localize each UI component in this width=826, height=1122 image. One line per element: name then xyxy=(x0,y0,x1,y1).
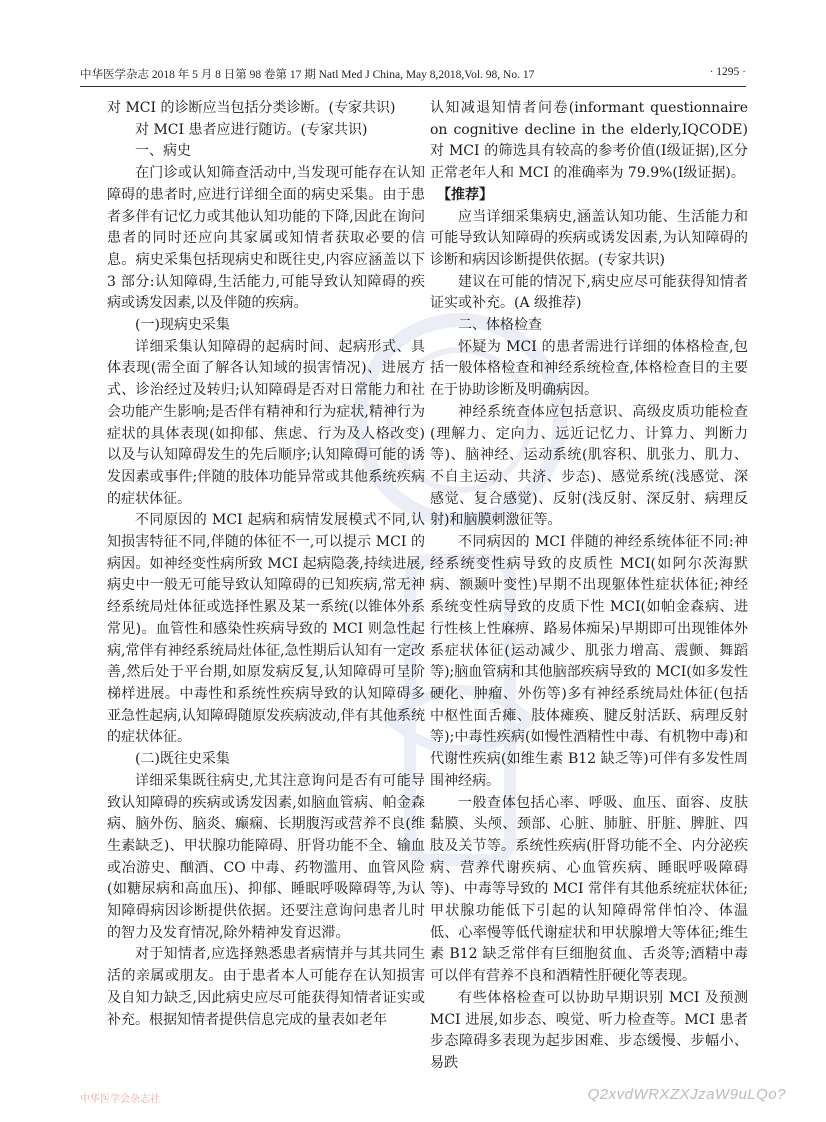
left-continued-paragraph: 对 MCI 的诊断应当包括分类诊断。(专家共识) xyxy=(107,100,396,116)
left-paragraph: 不同原因的 MCI 起病和病情发展模式不同,认知损害特征不同,伴随的体征不一,可以提示 MCI 的病因。如神经变性病所致 MCI 起病隐袭,持续进展,病史中一般无可能导致认知障碍的已知疾病,常无神经系统局灶体征或选择性累及某一系统(以锥体外系常见)。血管性和感染性疾病导致的 MCI 则急性起病,常伴有神经系统局灶体征,急性期后认知有一定改善,然后处于平台期,如原发病反复,认知障碍可呈阶梯样进展。中毒性和系统性疾病导致的认知障碍多亚急性起病,认知障碍随原发疾病波动,伴有其他系统的症状体征。 xyxy=(107,512,425,746)
header-rule xyxy=(80,86,746,87)
left-paragraph: 详细采集认知障碍的起病时间、起病形式、具体表现(需全面了解各认知域的损害情况)、进展方式、诊治经过及转归;认知障碍是否对日常能力和社会功能产生影响;是否伴有精神和行为症状,精神行为症状的具体表现(如抑郁、焦虑、行为及人格改变)以及与认知障碍发生的先后顺序;认知障碍可能的诱发因素或事件;伴随的肢体功能异常或其他系统疾病的症状体征。 xyxy=(107,338,425,507)
watermark-code: Q2xvdWRXZXJzaW9uLQo? xyxy=(587,1086,786,1103)
right-section-heading: 二、体格检查 xyxy=(458,317,542,334)
right-paragraph: 一般查体包括心率、呼吸、血压、面容、皮肤黏膜、头颅、颈部、心脏、肺脏、肝脏、脾脏、四肢及关节等。系统性疾病(肝肾功能不全、内分泌疾病、营养代谢疾病、心血管疾病、睡眠呼吸障碍等)、中毒等导致的 MCI 常伴有其他系统症状体征;甲状腺功能低下引起的认知障碍常伴怕冷、体温低、心率慢等低代谢症状和甲状腺增大等体征;维生素 B12 缺乏常伴有巨细胞贫血、舌炎等;酒精中毒可以伴有营养不良和酒精性肝硬化等表现。 xyxy=(430,794,748,985)
running-header xyxy=(80,66,746,84)
right-continued-paragraph: 认知减退知情者问卷(informant questionnaire on cognitive decline in the elderly,IQCODE)对 MCI 的筛选具有较高的参考价值(Ⅰ级证据),区分正常老年人和 MCI 的准确率为 79.9%(Ⅰ级证据)。 xyxy=(430,100,748,182)
right-paragraph: 应当详细采集病史,涵盖认知功能、生活能力和可能导致认知障碍的疾病或诱发因素,为认知障碍的诊断和病因诊断提供依据。(专家共识) xyxy=(430,208,748,268)
publisher-logo: 中华医学会杂志社 xyxy=(80,1094,160,1105)
page-number: · 1295 · xyxy=(709,66,746,78)
left-column xyxy=(107,98,425,1031)
left-paragraph: 详细采集既往病史,尤其注意询问是否有可能导致认知障碍的疾病或诱发因素,如脑血管病、帕金森病、脑外伤、脑炎、癫痫、长期腹泻或营养不良(维生素缺乏)、甲状腺功能障碍、肝肾功能不全、输血或冶游史、酗酒、CO 中毒、药物滥用、血管风险(如糖尿病和高血压)、抑郁、睡眠呼吸障碍等,为认知障碍病因诊断提供依据。还要注意询问患者儿时的智力及发育情况,除外精神发育迟滞。 xyxy=(107,772,425,941)
right-paragraph: 不同病因的 MCI 伴随的神经系统体征不同:神经系统变性病导致的皮质性 MCI(如阿尔茨海默病、额颞叶变性)早期不出现躯体性症状体征;神经系统变性病导致的皮质下性 MCI(如帕金森病、进行性核上性麻痹、路易体痴呆)早期即可出现锥体外系症状体征(运动减少、肌张力增高、震颤、舞蹈等);脑血管病和其他脑部疾病导致的 MCI(如多发性硬化、肿瘤、外伤等)多有神经系统局灶体征(包括中枢性面舌瘫、肢体瘫痪、腱反射活跃、病理反射等);中毒性疾病(如慢性酒精性中毒、有机物中毒)和代谢性疾病(如维生素 B12 缺乏等)可伴有多发性周围神经病。 xyxy=(430,534,748,789)
left-paragraph: 对于知情者,应选择熟悉患者病情并与其共同生活的亲属或朋友。由于患者本人可能存在认知损害及自知力缺乏,因此病史应尽可能获得知情者证实或补充。根据知情者提供信息完成的量表如老年 xyxy=(107,946,425,1028)
left-section-heading: 一、病史 xyxy=(135,143,191,160)
right-paragraph: 有些体格检查可以协助早期识别 MCI 及预测 MCI 进展,如步态、嗅觉、听力检查等。MCI 患者步态障碍多表现为起步困难、步态缓慢、步幅小、易跌 xyxy=(430,989,748,1071)
left-paragraph: 对 MCI 患者应进行随访。(专家共识) xyxy=(135,121,368,138)
right-recommendation-label: 【推荐】 xyxy=(437,186,493,203)
journal-citation: 中华医学杂志 2018 年 5 月 8 日第 98 卷第 17 期 Natl Med J China, May 8,2018,Vol. 98, No. 17 xyxy=(80,69,535,81)
left-paragraph: 在门诊或认知筛查活动中,当发现可能存在认知障碍的患者时,应进行详细全面的病史采集。由于患者多伴有记忆力或其他认知功能的下降,因此在询问患者的同时还应向其家属或知情者获取必要的信息。病史采集包括现病史和既往史,内容应涵盖以下 3 部分:认知障碍,生活能力,可能导致认知障碍的疾病或诱发因素,以及伴随的疾病。 xyxy=(107,165,425,312)
right-paragraph: 建议在可能的情况下,病史应尽可能获得知情者证实或补充。(A 级推荐) xyxy=(430,273,748,312)
right-paragraph: 怀疑为 MCI 的患者需进行详细的体格检查,包括一般体格检查和神经系统检查,体格检查目的主要在于协助诊断及明确病因。 xyxy=(430,338,748,399)
left-section-heading: (二)既往史采集 xyxy=(135,751,230,768)
right-paragraph: 神经系统查体应包括意识、高级皮质功能检查(理解力、定向力、远近记忆力、计算力、判断力等)、脑神经、运动系统(肌容积、肌张力、肌力、不自主运动、共济、步态)、感觉系统(浅感觉、深感觉、复合感觉)、反射(浅反射、深反射、病理反射)和脑膜刺激征等。 xyxy=(430,403,748,529)
right-column xyxy=(430,98,748,1075)
left-section-heading: (一)现病史采集 xyxy=(135,317,230,334)
